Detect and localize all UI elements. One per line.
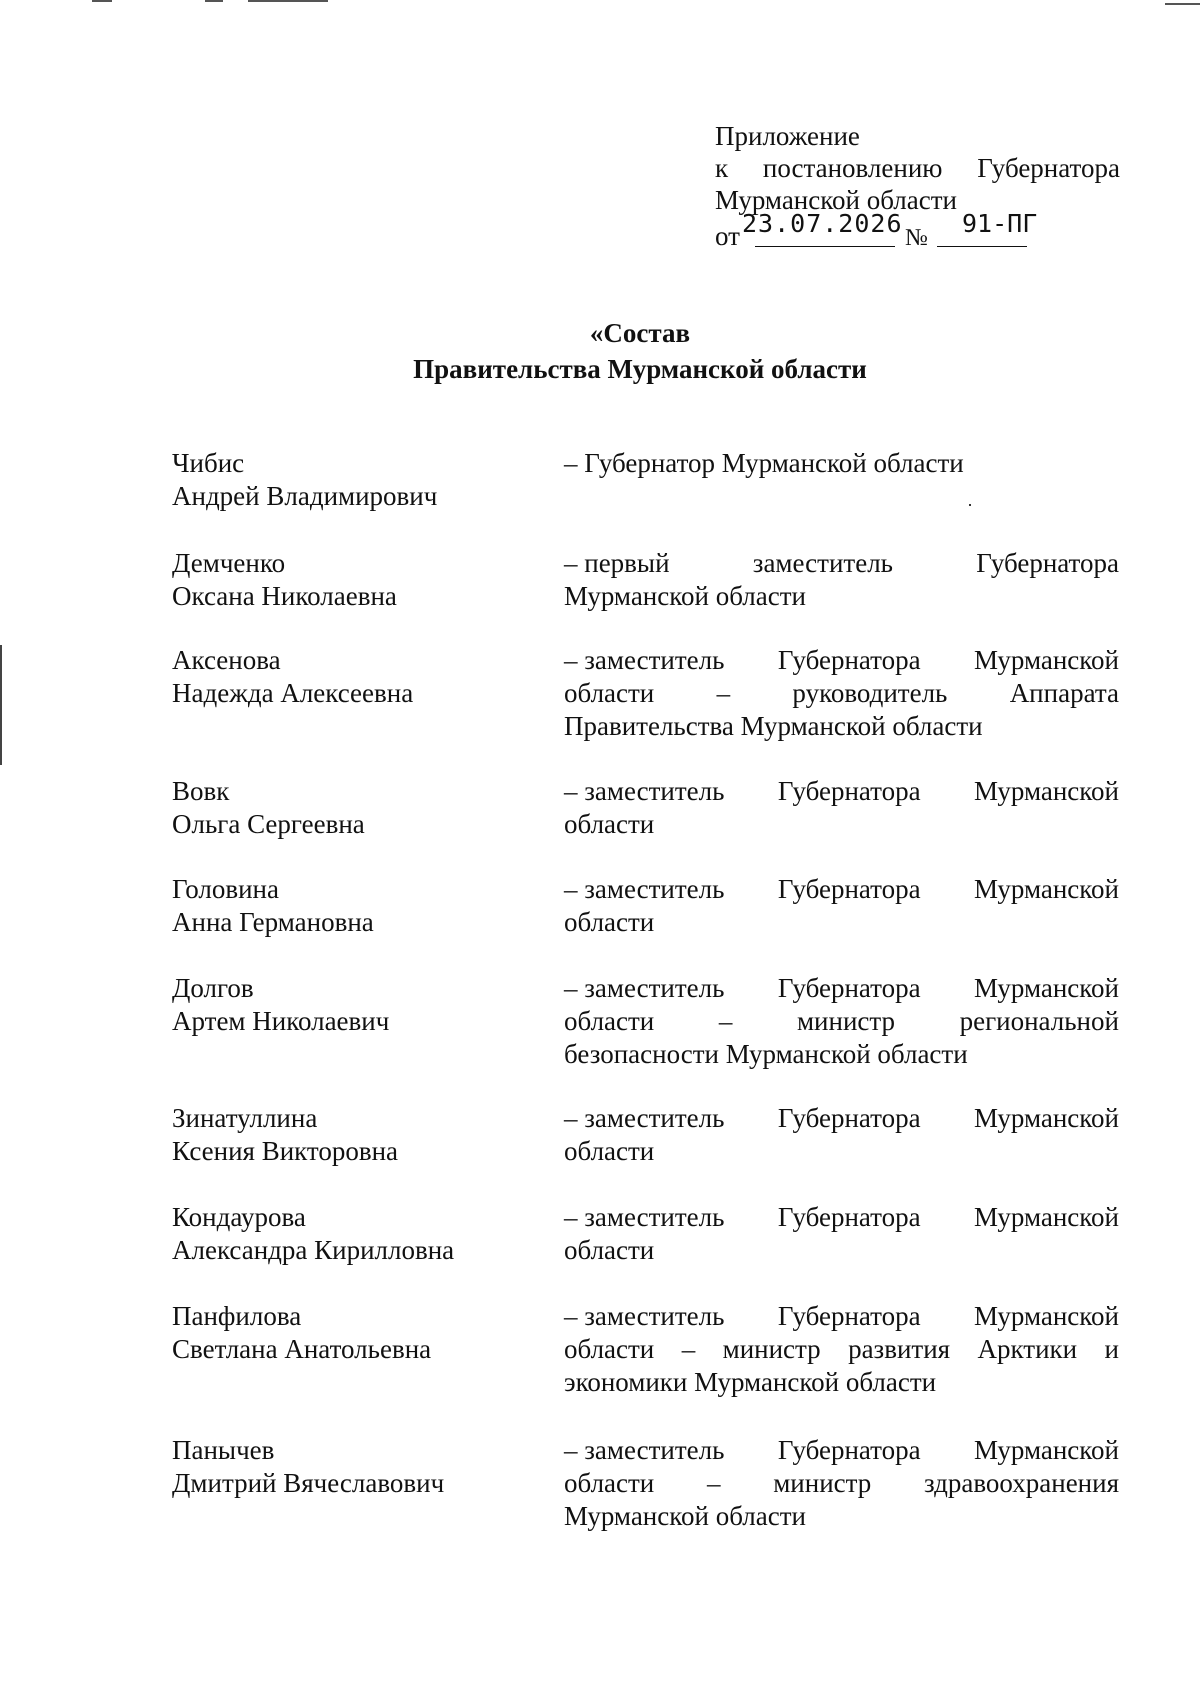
- member-role-word: –: [718, 1006, 733, 1036]
- scan-artifact-top-2: [205, 0, 223, 2]
- member-role: [564, 644, 1119, 743]
- member-role-word: министр: [722, 1334, 821, 1364]
- appendix-line-2: [715, 152, 1120, 184]
- member-surname: Аксенова: [172, 645, 281, 675]
- member-role-line: [564, 1467, 1119, 1500]
- member-role-line: [564, 1005, 1119, 1038]
- member-role: [564, 873, 1119, 939]
- member-role-line: [564, 547, 1119, 580]
- member-role-line: [564, 447, 1119, 480]
- member-role-line: [564, 580, 1119, 613]
- member-role-line: [564, 1434, 1119, 1467]
- member-role: [564, 1201, 1119, 1267]
- member-role-word: Губернатора: [777, 874, 921, 904]
- member-role-word: области: [564, 678, 655, 708]
- member-role: [564, 1300, 1119, 1399]
- member-surname: Панычев: [172, 1435, 275, 1465]
- document-title: [0, 315, 1200, 387]
- member-role-word: области: [564, 1468, 655, 1498]
- member-role-word: Мурманской: [974, 776, 1119, 806]
- appendix-line-3: Мурманской области: [715, 185, 957, 215]
- member-role-line: [564, 1135, 1119, 1168]
- member-role: [564, 775, 1119, 841]
- member-surname: Кондаурова: [172, 1202, 306, 1232]
- member-role-word: Мурманской: [974, 1103, 1119, 1133]
- member-name: [172, 873, 532, 939]
- member-given-names: Дмитрий Вячеславович: [172, 1468, 445, 1498]
- member-name: [172, 972, 532, 1038]
- member-role-line: [564, 1500, 1119, 1533]
- member-role-word: Мурманской области: [564, 1501, 806, 1531]
- member-role-word: области: [564, 907, 655, 937]
- member-given-names: Ольга Сергеевна: [172, 809, 365, 839]
- member-role-line: [564, 1038, 1119, 1071]
- member-role: [564, 1434, 1119, 1533]
- member-role-line: [564, 710, 1119, 743]
- member-role-word: – заместитель: [564, 645, 725, 675]
- member-role-word: министр: [773, 1468, 872, 1498]
- member-role-word: экономики Мурманской области: [564, 1367, 937, 1397]
- number-underline: [937, 246, 1027, 247]
- member-role-word: Губернатора: [777, 1435, 921, 1465]
- member-role-line: [564, 677, 1119, 710]
- member-role-word: – заместитель: [564, 973, 725, 1003]
- decree-number: 91-ПГ: [962, 209, 1038, 238]
- member-role-word: Губернатора: [777, 776, 921, 806]
- member-role-word: региональной: [959, 1006, 1119, 1036]
- scan-artifact-top-3: [248, 0, 328, 2]
- member-role-word: –: [681, 1334, 696, 1364]
- member-given-names: Александра Кирилловна: [172, 1235, 455, 1265]
- member-surname: Вовк: [172, 776, 230, 806]
- member-given-names: Надежда Алексеевна: [172, 678, 414, 708]
- member-surname: Зинатуллина: [172, 1103, 318, 1133]
- member-name: [172, 1300, 532, 1366]
- member-role-word: Мурманской: [974, 645, 1119, 675]
- member-role-word: – заместитель: [564, 1435, 725, 1465]
- member-role-word: Мурманской: [974, 874, 1119, 904]
- member-given-names: Артем Николаевич: [172, 1006, 390, 1036]
- member-given-names: Светлана Анатольевна: [172, 1334, 432, 1364]
- member-role-line: [564, 1234, 1119, 1267]
- member-role-word: области: [564, 1334, 655, 1364]
- member-name: [172, 547, 532, 613]
- member-role-line: [564, 873, 1119, 906]
- member-name: [172, 447, 532, 513]
- member-role-word: – заместитель: [564, 874, 725, 904]
- member-role-word: – заместитель: [564, 1301, 725, 1331]
- member-role-word: – заместитель: [564, 1103, 725, 1133]
- member-name: [172, 1102, 532, 1168]
- member-role-word: и: [1104, 1334, 1119, 1364]
- member-surname: Головина: [172, 874, 279, 904]
- member-role-word: Губернатора: [777, 1103, 921, 1133]
- member-role-word: здравоохранения: [923, 1468, 1119, 1498]
- number-sign: №: [905, 225, 928, 251]
- member-surname: Чибис: [172, 448, 245, 478]
- decree-date: 23.07.2026: [742, 209, 903, 238]
- member-role: [564, 1102, 1119, 1168]
- appendix-line-1: Приложение: [715, 121, 860, 151]
- member-role-word: – Губернатор Мурманской области: [564, 448, 964, 478]
- member-role-word: Губернатора: [777, 973, 921, 1003]
- member-given-names: Андрей Владимирович: [172, 481, 438, 511]
- appendix-line-2-word-1: к: [715, 153, 729, 183]
- member-role-word: – заместитель: [564, 776, 725, 806]
- scan-artifact-top-4: [1165, 3, 1200, 5]
- member-role-word: Мурманской: [974, 1202, 1119, 1232]
- member-role-word: Аппарата: [1009, 678, 1119, 708]
- member-role-word: области: [564, 1136, 655, 1166]
- member-name: [172, 644, 532, 710]
- scan-artifact-left-margin: [0, 645, 2, 765]
- member-role-line: [564, 1300, 1119, 1333]
- scan-artifact-top-1: [92, 0, 112, 2]
- date-prefix: от: [715, 221, 740, 251]
- title-line-1: «Состав: [589, 318, 691, 348]
- member-role-word: области: [564, 809, 655, 839]
- member-role-word: Губернатора: [777, 645, 921, 675]
- member-role: [564, 447, 1119, 480]
- member-surname: Демченко: [172, 548, 286, 578]
- member-role-word: –: [706, 1468, 721, 1498]
- member-given-names: Оксана Николаевна: [172, 581, 397, 611]
- member-role-word: Мурманской: [974, 973, 1119, 1003]
- member-name: [172, 1201, 532, 1267]
- member-role-line: [564, 972, 1119, 1005]
- member-role-word: министр: [796, 1006, 895, 1036]
- member-role-word: развития: [848, 1334, 951, 1364]
- member-given-names: Ксения Викторовна: [172, 1136, 399, 1166]
- member-role-word: Правительства Мурманской области: [564, 711, 983, 741]
- member-role-word: – первый: [564, 548, 670, 578]
- member-role-word: Губернатора: [976, 548, 1119, 578]
- member-role-word: Мурманской: [974, 1301, 1119, 1331]
- member-given-names: Анна Германовна: [172, 907, 374, 937]
- member-role-word: области: [564, 1235, 655, 1265]
- member-role-line: [564, 644, 1119, 677]
- member-role-line: [564, 775, 1119, 808]
- member-name: [172, 775, 532, 841]
- member-role-word: Арктики: [977, 1334, 1078, 1364]
- member-role-word: –: [716, 678, 731, 708]
- appendix-line-2-word-2: постановлению: [762, 153, 943, 183]
- member-role-line: [564, 808, 1119, 841]
- member-role-line: [564, 906, 1119, 939]
- title-line-2: Правительства Мурманской области: [413, 354, 867, 384]
- member-role-word: заместитель: [752, 548, 893, 578]
- member-role-word: Мурманской: [974, 1435, 1119, 1465]
- member-role-line: [564, 1366, 1119, 1399]
- member-role: [564, 547, 1119, 613]
- member-role-word: Губернатора: [777, 1202, 921, 1232]
- date-underline: [755, 246, 895, 247]
- appendix-header: [715, 120, 1135, 254]
- member-role-line: [564, 1102, 1119, 1135]
- member-role-line: [564, 1333, 1119, 1366]
- member-role: [564, 972, 1119, 1071]
- member-surname: Долгов: [172, 973, 254, 1003]
- scan-speck: [969, 504, 971, 506]
- member-role-word: – заместитель: [564, 1202, 725, 1232]
- member-name: [172, 1434, 532, 1500]
- member-role-word: области: [564, 1006, 655, 1036]
- member-role-line: [564, 1201, 1119, 1234]
- appendix-date-row: [715, 209, 1135, 254]
- member-role-word: Губернатора: [777, 1301, 921, 1331]
- member-role-word: Мурманской области: [564, 581, 806, 611]
- appendix-line-2-word-3: Губернатора: [977, 153, 1120, 183]
- member-surname: Панфилова: [172, 1301, 302, 1331]
- member-role-word: безопасности Мурманской области: [564, 1039, 968, 1069]
- member-role-word: руководитель: [792, 678, 948, 708]
